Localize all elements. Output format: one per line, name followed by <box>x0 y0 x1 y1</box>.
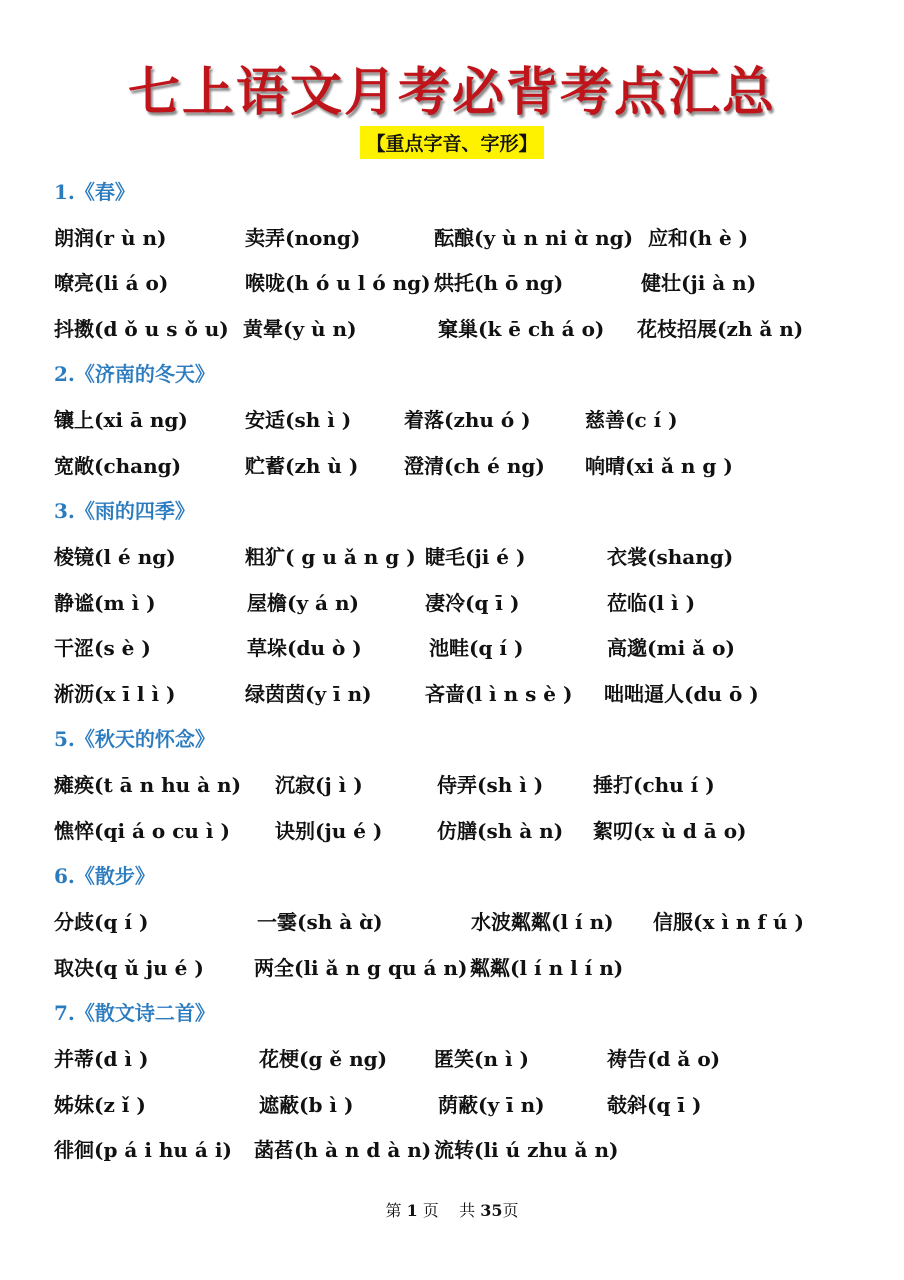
vocab-entry: 池畦(q í ) <box>429 636 524 660</box>
vocab-entry: 贮蓄(zh ù ) <box>245 454 359 478</box>
vocab-entry: 分歧(q í ) <box>54 910 149 934</box>
vocab-entry: 荫蔽(y ī n) <box>438 1093 545 1117</box>
section-heading-sanwenshi: 7.《散文诗二首》 <box>54 1001 215 1025</box>
vocab-entry: 响晴(xi ǎ n g ) <box>585 454 733 478</box>
vocab-entry: 姊妹(z ǐ ) <box>54 1093 146 1117</box>
vocab-entry: 安适(sh ì ) <box>245 408 352 432</box>
vocab-entry: 镶上(xi ā ng) <box>54 408 188 432</box>
page-total: 35 <box>480 1201 503 1220</box>
vocab-entry: 瘫痪(t ā n hu à n) <box>54 773 242 797</box>
total-suffix: 页 <box>502 1201 519 1220</box>
vocab-entry: 取决(q ǔ ju é ) <box>54 956 204 980</box>
vocab-entry: 粼粼(l í n l í n) <box>470 956 624 980</box>
vocab-entry: 慈善(c í ) <box>585 408 678 432</box>
vocab-entry: 遮蔽(b ì ) <box>259 1093 354 1117</box>
vocab-entry: 粗犷( g u ǎ n g ) <box>245 545 416 569</box>
vocab-entry: 仿膳(sh à n) <box>437 819 564 843</box>
section-heading-qiutian: 5.《秋天的怀念》 <box>54 727 215 751</box>
vocab-entry: 攲斜(q ī ) <box>607 1093 702 1117</box>
vocab-entry: 并蒂(d ì ) <box>54 1047 149 1071</box>
vocab-entry: 棱镜(l é ng) <box>54 545 176 569</box>
section-heading-jinan: 2.《济南的冬天》 <box>54 362 215 386</box>
vocab-entry: 澄清(ch é ng) <box>404 454 545 478</box>
page-prefix: 第 <box>385 1201 402 1220</box>
vocab-entry: 菡萏(h à n d à n) <box>254 1138 432 1162</box>
vocab-entry: 干涩(s è ) <box>54 636 151 660</box>
total-prefix: 共 <box>459 1201 476 1220</box>
vocab-entry: 屋檐(y á n) <box>247 591 359 615</box>
vocab-entry: 淅沥(x ī l ì ) <box>54 682 176 706</box>
vocab-entry: 花梗(g ě ng) <box>259 1047 388 1071</box>
vocab-entry: 衣裳(shang) <box>607 545 734 569</box>
vocab-entry: 睫毛(ji é ) <box>425 545 526 569</box>
vocab-entry: 绿茵茵(y ī n) <box>245 682 372 706</box>
vocab-entry: 抖擞(d ǒ u s ǒ u) <box>54 317 229 341</box>
vocab-entry: 诀别(ju é ) <box>275 819 383 843</box>
vocab-entry: 流转(li ú zhu ǎ n) <box>434 1138 619 1162</box>
vocab-entry: 水波粼粼(l í n) <box>471 910 614 934</box>
vocab-entry: 静谧(m ì ) <box>54 591 156 615</box>
vocab-entry: 酝酿(y ù n ni ɑ̀ ng) <box>434 226 634 250</box>
section-heading-sanbu: 6.《散步》 <box>54 864 155 888</box>
vocab-entry: 絮叨(x ù d ā o) <box>593 819 747 843</box>
vocab-entry: 咄咄逼人(du ō ) <box>604 682 759 706</box>
vocab-entry: 嘹亮(li á o) <box>54 271 169 295</box>
vocab-entry: 黄晕(y ù n) <box>243 317 357 341</box>
vocab-entry: 窠巢(k ē ch á o) <box>438 317 605 341</box>
vocab-entry: 信服(x ì n f ú ) <box>653 910 804 934</box>
vocab-entry: 沉寂(j ì ) <box>275 773 363 797</box>
vocab-entry: 朗润(r ù n) <box>54 226 167 250</box>
vocab-entry: 两全(li ǎ n g qu á n) <box>254 956 468 980</box>
vocab-entry: 宽敞(chang) <box>54 454 182 478</box>
vocab-entry: 草垛(du ò ) <box>247 636 362 660</box>
vocab-entry: 一霎(sh à ɑ̀) <box>257 910 383 934</box>
vocab-entry: 憔悴(qi á o cu ì ) <box>54 819 230 843</box>
document-title: 七上语文月考必背考点汇总 <box>127 63 776 123</box>
section-heading-yu: 3.《雨的四季》 <box>54 499 195 523</box>
section-heading-chun: 1.《春》 <box>54 180 135 204</box>
page-footer <box>0 1198 904 1221</box>
vocab-entry: 喉咙(h ó u l ó ng) <box>245 271 431 295</box>
vocab-entry: 捶打(chu í ) <box>593 773 715 797</box>
vocab-entry: 祷告(d ǎ o) <box>607 1047 721 1071</box>
vocab-entry: 健壮(ji à n) <box>641 271 757 295</box>
vocab-entry: 卖弄(nong) <box>245 226 361 250</box>
vocab-entry: 应和(h è ) <box>648 226 749 250</box>
vocab-entry: 徘徊(p á i hu á i) <box>54 1138 232 1162</box>
page-current: 1 <box>406 1201 418 1220</box>
vocab-entry: 侍弄(sh ì ) <box>437 773 544 797</box>
vocab-entry: 匿笑(n ì ) <box>434 1047 529 1071</box>
vocab-entry: 烘托(h ō ng) <box>434 271 564 295</box>
page-suffix: 页 <box>422 1201 439 1220</box>
vocab-entry: 花枝招展(zh ǎ n) <box>637 317 804 341</box>
vocab-entry: 凄冷(q ī ) <box>425 591 520 615</box>
vocab-entry: 莅临(l ì ) <box>607 591 696 615</box>
vocab-entry: 吝啬(l ì n s è ) <box>425 682 573 706</box>
vocab-entry: 着落(zhu ó ) <box>404 408 531 432</box>
vocab-entry: 高邈(mi ǎ o) <box>607 636 735 660</box>
subtitle-wrapper <box>0 126 904 159</box>
subtitle-highlight: 【重点字音、字形】 <box>360 126 543 159</box>
